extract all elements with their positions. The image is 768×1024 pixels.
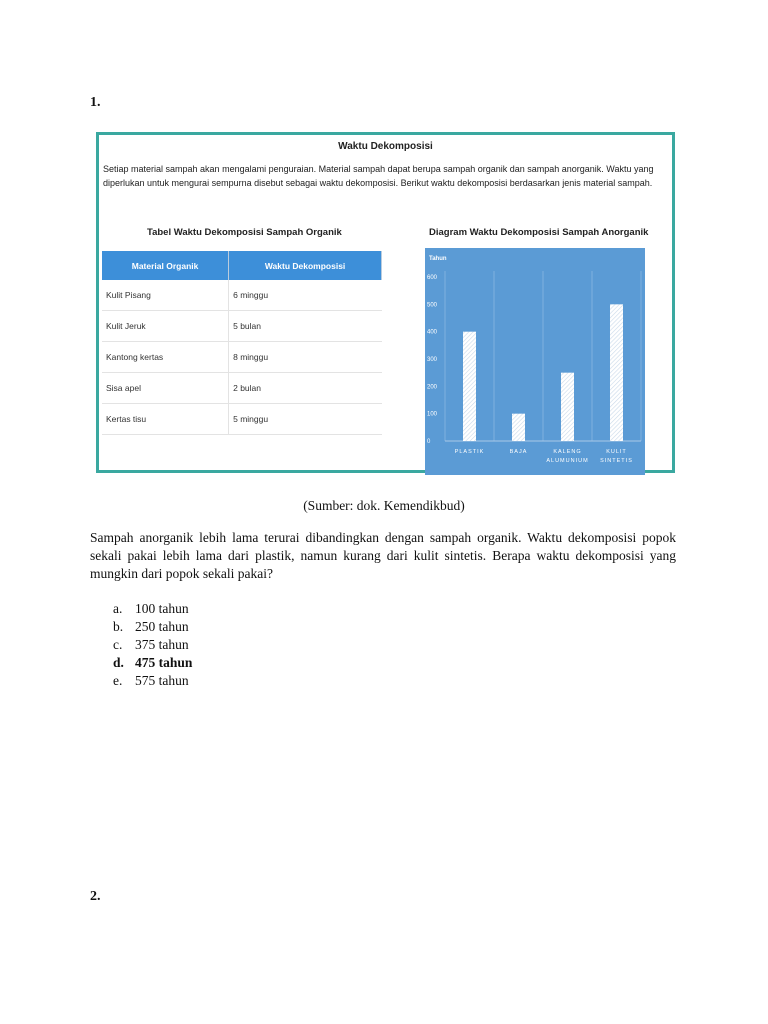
y-tick-label: 400 xyxy=(427,329,438,336)
option-text: 100 tahun xyxy=(135,601,189,616)
option-d[interactable] xyxy=(113,654,192,672)
option-letter: a. xyxy=(113,601,123,616)
x-tick-label: KULIT xyxy=(606,449,627,455)
x-tick-label: ALUMUNIUM xyxy=(546,458,589,464)
x-tick-label: BAJA xyxy=(509,449,528,455)
figure-intro: Setiap material sampah akan mengalami penguraian. Material sampah dapat berupa sampah organik dan sampah anorganik. Waktu yang diperlukan untuk mengurai sempurna disebut sebagai waktu dekomposisi. Berikut waktu dekomposisi berdasarkan jenis material sampah. xyxy=(103,164,654,188)
table-cell: 5 minggu xyxy=(229,404,382,435)
table-cell: Kulit Pisang xyxy=(102,280,229,311)
y-axis-label: Tahun xyxy=(429,256,447,262)
table-row xyxy=(102,404,382,435)
option-b[interactable] xyxy=(113,618,192,636)
y-tick-label: 0 xyxy=(427,439,431,445)
bar xyxy=(610,304,623,441)
y-tick-label: 300 xyxy=(427,357,438,363)
x-tick-label: SINTETIS xyxy=(600,458,633,464)
y-tick-label: 600 xyxy=(427,275,438,281)
table-row xyxy=(102,311,382,342)
chart-title: Diagram Waktu Dekomposisi Sampah Anorganik xyxy=(429,227,649,238)
question-number: 2. xyxy=(90,889,101,904)
x-tick-label: PLASTIK xyxy=(454,449,485,455)
y-tick-label: 500 xyxy=(427,302,438,309)
option-a[interactable] xyxy=(113,600,192,618)
y-tick-label: 100 xyxy=(427,411,438,418)
table-cell: Kertas tisu xyxy=(102,404,229,435)
table-cell: Kantong kertas xyxy=(102,342,229,373)
table-title: Tabel Waktu Dekomposisi Sampah Organik xyxy=(147,227,342,238)
x-tick-label: KALENG xyxy=(553,449,582,455)
option-text: 375 tahun xyxy=(135,637,189,652)
organic-table xyxy=(102,251,382,435)
table-header: Material Organik xyxy=(102,251,229,280)
table-row xyxy=(102,342,382,373)
option-text: 575 tahun xyxy=(135,673,189,688)
table-cell: 8 minggu xyxy=(229,342,382,373)
option-letter: e. xyxy=(113,673,123,688)
table-cell: 2 bulan xyxy=(229,373,382,404)
table-cell: Sisa apel xyxy=(102,373,229,404)
table-cell: Kulit Jeruk xyxy=(102,311,229,342)
option-text: 475 tahun xyxy=(135,655,193,670)
table-header: Waktu Dekomposisi xyxy=(229,251,382,280)
bar-chart-svg xyxy=(425,248,645,475)
table-cell: 5 bulan xyxy=(229,311,382,342)
question-number: 1. xyxy=(90,95,101,110)
bar xyxy=(463,332,476,441)
option-text: 250 tahun xyxy=(135,619,189,634)
answer-options xyxy=(113,600,192,690)
option-letter: c. xyxy=(113,637,123,652)
table-row xyxy=(102,373,382,404)
option-e[interactable] xyxy=(113,672,192,690)
table-cell: 6 minggu xyxy=(229,280,382,311)
figure-waktu-dekomposisi xyxy=(96,132,675,473)
figure-title: Waktu Dekomposisi xyxy=(338,141,433,152)
table-row xyxy=(102,280,382,311)
option-letter: b. xyxy=(113,619,124,634)
option-c[interactable] xyxy=(113,636,192,654)
option-letter: d. xyxy=(113,655,124,670)
bar xyxy=(512,414,525,441)
y-tick-label: 200 xyxy=(427,384,438,391)
bar-chart xyxy=(425,248,645,475)
bar xyxy=(561,373,574,441)
source-caption: (Sumber: dok. Kemendikbud) xyxy=(303,498,465,513)
question-text: Sampah anorganik lebih lama terurai dibandingkan dengan sampah organik. Waktu dekomposisi popok sekali pakai lebih lama dari plastik, namun kurang dari kulit sintetis. Berapa waktu dekomposisi yang mungkin dari popok sekali pakai? xyxy=(90,530,676,581)
